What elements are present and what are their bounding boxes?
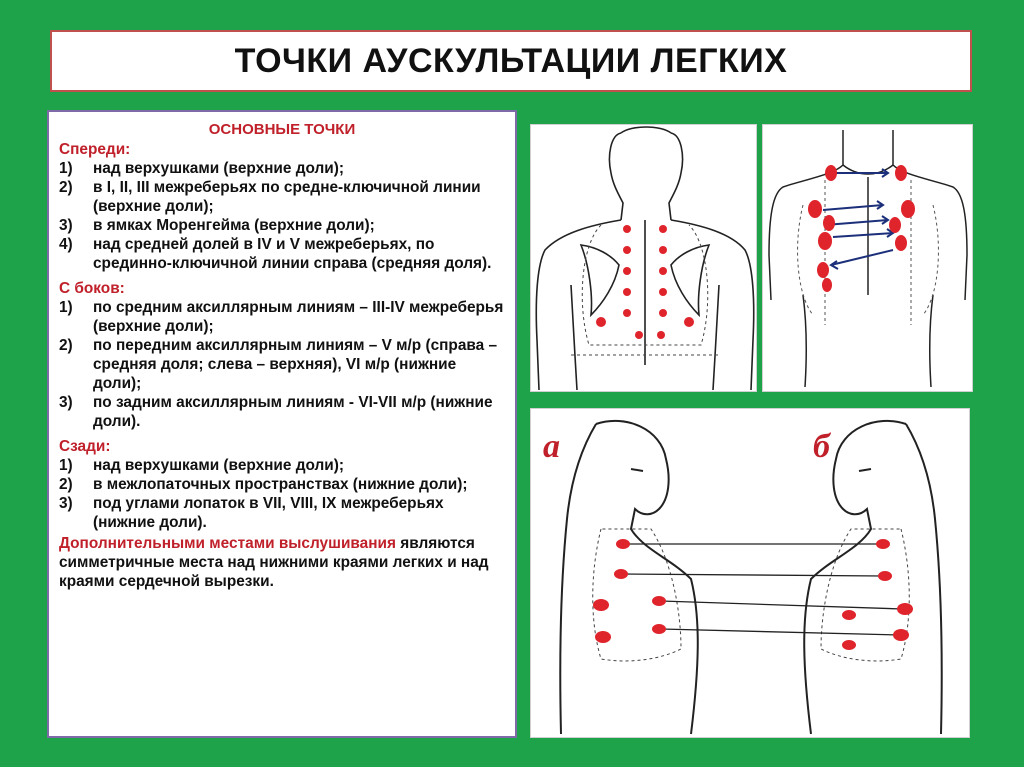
list-item: 3) по задним аксиллярным линиям - VI-VII м/р (нижние доли). xyxy=(59,394,493,430)
label-b: б xyxy=(813,428,830,465)
back-view-illustration xyxy=(530,124,757,392)
side-view-drawing xyxy=(531,409,970,738)
label-a: а xyxy=(543,428,560,465)
text-panel xyxy=(47,110,517,738)
auscultation-points xyxy=(593,539,913,650)
front-list xyxy=(59,159,505,273)
auscultation-points xyxy=(808,165,915,292)
extra-note xyxy=(59,534,505,591)
list-item: 1) над верхушками (верхние доли); xyxy=(59,160,345,177)
back-list xyxy=(59,456,505,532)
back-view-drawing xyxy=(531,125,757,392)
sides-list xyxy=(59,298,505,431)
front-heading: Спереди: xyxy=(59,141,131,158)
sides-heading: С боков: xyxy=(59,280,125,297)
back-heading: Сзади: xyxy=(59,438,111,455)
extra-highlight: Дополнительными местами выслушивания xyxy=(59,535,396,552)
side-view-illustration xyxy=(530,408,970,738)
list-item: 3) под углами лопаток в VII, VIII, IX межреберьях (нижние доли). xyxy=(59,495,444,531)
list-item: 4) над средней долей в IV и V межреберьях, по срединно-ключичной линии справа (средняя доля). xyxy=(59,236,492,272)
list-item: 2) в I, II, III межреберьях по средне-ключичной линии (верхние доли); xyxy=(59,179,481,215)
title-box xyxy=(50,30,972,92)
extra-text: являются симметричные места над нижними краями легких и над краями сердечной вырезки. xyxy=(59,535,489,590)
page-title: ТОЧКИ АУСКУЛЬТАЦИИ ЛЕГКИХ xyxy=(234,41,788,80)
front-view-drawing xyxy=(763,125,973,392)
main-heading: ОСНОВНЫЕ ТОЧКИ xyxy=(208,121,356,138)
list-item: 3) в ямках Моренгейма (верхние доли); xyxy=(59,217,375,234)
list-item: 1) по средним аксиллярным линиям – III-IV межреберья (верхние доли); xyxy=(59,299,504,335)
list-item: 2) в межлопаточных пространствах (нижние доли); xyxy=(59,476,468,493)
list-item: 2) по передним аксиллярным линиям – V м/р (справа – средняя доля; слева – верхняя), VI м/р (нижние доли); xyxy=(59,337,498,392)
front-view-illustration xyxy=(762,124,973,392)
list-item: 1) над верхушками (верхние доли); xyxy=(59,457,345,474)
